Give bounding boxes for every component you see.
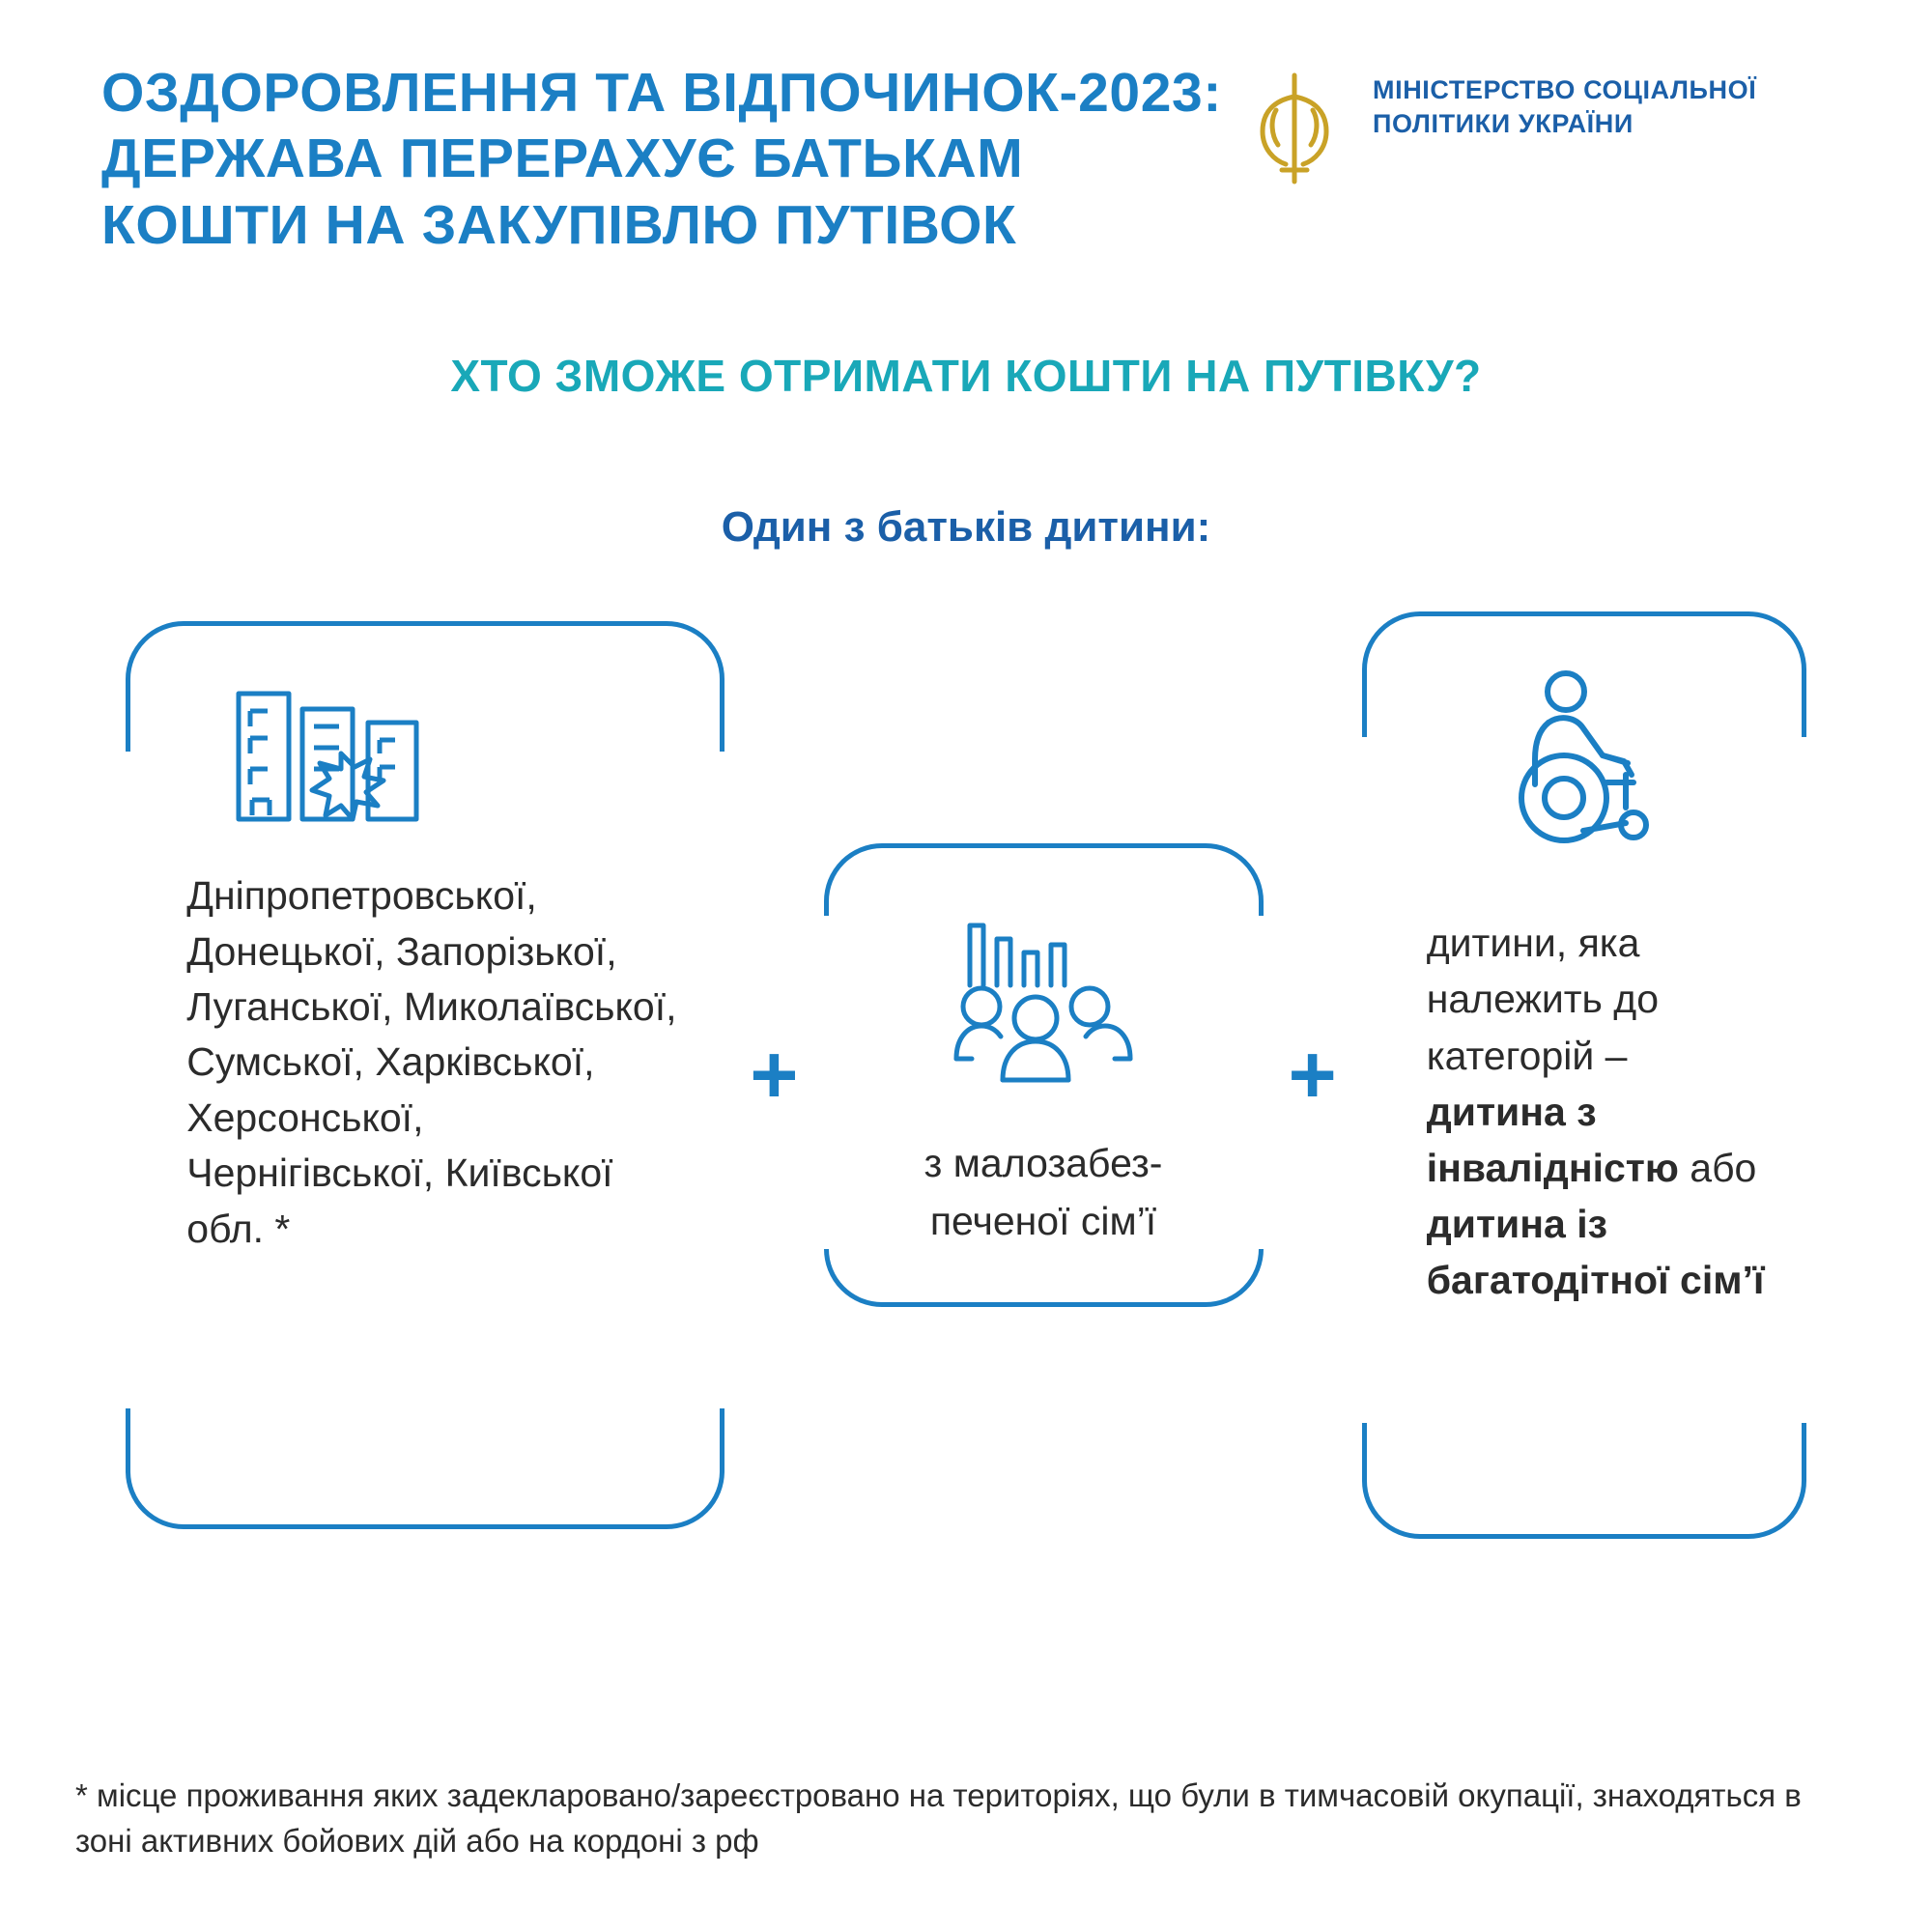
criteria-text-low-income: з малозабез-печеної сім’ї <box>923 1141 1163 1243</box>
ministry-logo <box>1241 60 1864 193</box>
ukraine-trident-emblem-icon <box>1241 68 1348 193</box>
criteria-row <box>0 611 1932 1539</box>
header <box>0 0 1932 258</box>
criteria-card-child-category <box>1362 611 1806 1539</box>
criteria-text-child-category <box>1427 915 1769 1309</box>
criteria-text-bold-disability: дитина з інвалідністю <box>1426 1089 1679 1191</box>
criteria-text-part2: або <box>1678 1146 1757 1191</box>
family-group-icon <box>937 906 1150 1094</box>
ministry-logo-text: МІНІСТЕРСТВО СОЦІАЛЬНОЇ ПОЛІТИКИ УКРАЇНИ <box>1373 75 1757 139</box>
damaged-buildings-icon <box>227 676 681 836</box>
criteria-card-regions <box>126 621 724 1529</box>
plus-operator-1: + <box>750 1029 799 1122</box>
page-title: ОЗДОРОВЛЕННЯ ТА ВІДПОЧИНОК-2023: ДЕРЖАВА ПЕРЕРАХУЄ БАТЬКАМ КОШТИ НА ЗАКУПІВЛЮ ПУТІВОК <box>101 62 1222 256</box>
criteria-text-bold-large-family: дитина із багатодітної сім’ї <box>1426 1202 1765 1303</box>
criteria-card-low-income <box>824 843 1264 1307</box>
plus-operator-2: + <box>1288 1029 1337 1122</box>
section-subtitle: Один з батьків дитини: <box>721 503 1211 552</box>
wheelchair-user-icon <box>1481 667 1769 865</box>
criteria-text-part1: дитини, яка належить до категорій – <box>1426 921 1660 1078</box>
section-question: ХТО ЗМОЖЕ ОТРИМАТИ КОШТИ НА ПУТІВКУ? <box>450 351 1482 402</box>
criteria-text-regions: Дніпропетровської, Донецької, Запорізької, Луганської, Миколаївської, Сумської, Харківської, Херсонської, Чернігівської, Київської обл. * <box>186 873 677 1251</box>
footnote: * місце проживання яких задекларовано/зареєстровано на територіях, що були в тимчасовій окупації, знаходяться в зоні активних бойових дій або на кордоні з рф <box>75 1777 1802 1860</box>
